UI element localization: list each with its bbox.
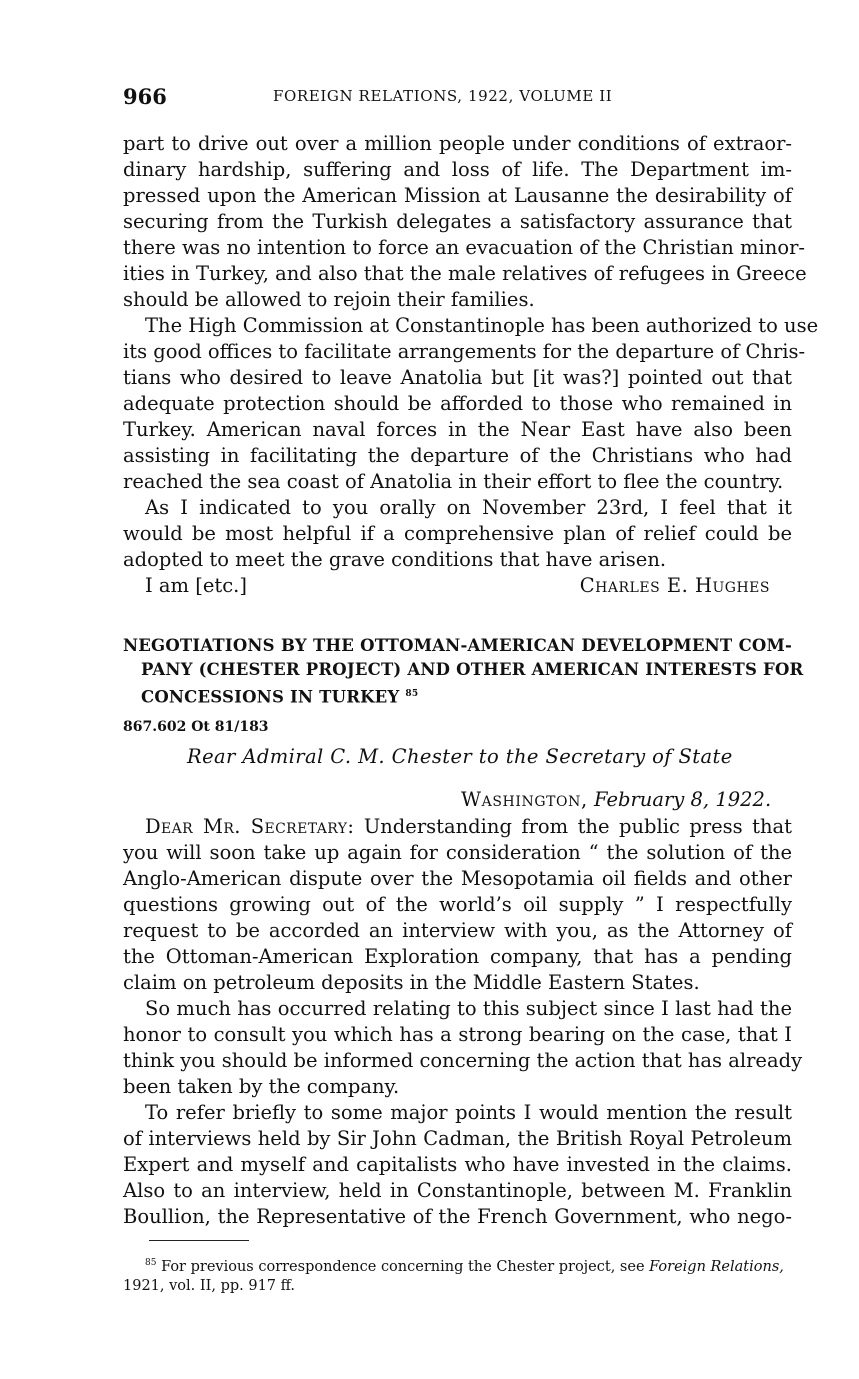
text-line: Expert and myself and capitalists who have invested in the claims. <box>123 1153 792 1176</box>
text-line: Turkey. American naval forces in the Near East have also been <box>123 418 792 441</box>
text-line: Anglo-American dispute over the Mesopotamia oil fields and other <box>123 867 792 890</box>
body-text <box>123 131 819 599</box>
text-line: of interviews held by Sir John Cadman, the British Royal Petroleum <box>123 1127 792 1150</box>
text-line: To refer briefly to some major points I would mention the result <box>145 1101 792 1124</box>
text-line: think you should be informed concerning the action that has already <box>123 1049 803 1072</box>
text-line: Boullion, the Representative of the French Government, who nego- <box>123 1205 792 1228</box>
page-number: 966 <box>123 84 167 109</box>
text-line: would be most helpful if a comprehensive plan of relief could be <box>123 522 792 545</box>
heading-line-last <box>123 682 792 706</box>
text-line: reached the sea coast of Anatolia in their effort to flee the country. <box>123 470 784 493</box>
heading-line: NEGOTIATIONS BY THE OTTOMAN-AMERICAN DEVELOPMENT COM- <box>123 636 792 655</box>
text-line: should be allowed to rejoin their families. <box>123 288 535 311</box>
text-line: Also to an interview, held in Constantinople, between M. Franklin <box>123 1179 792 1202</box>
page-header <box>123 84 792 114</box>
text-line: The High Commission at Constantinople has been authorized to use <box>145 314 819 337</box>
text-line: claim on petroleum deposits in the Middle Eastern States. <box>123 971 700 994</box>
section-heading <box>123 634 804 707</box>
salutation: Dear Mr. Secretary: <box>145 815 355 838</box>
text-line: questions growing out of the world’s oil supply ” I respectfully <box>123 893 792 916</box>
footnote-text-after: 1921, vol. II, pp. 917 ff. <box>123 1277 296 1294</box>
footnote-marker: 85 <box>145 1258 157 1268</box>
text-line: part to drive out over a million people under conditions of extraor- <box>123 132 792 155</box>
text-line: dinary hardship, suffering and loss of life. The Department im- <box>123 158 792 181</box>
text-line: honor to consult you which has a strong bearing on the case, that I <box>123 1023 792 1046</box>
heading-line-text: CONCESSIONS IN TURKEY <box>141 687 400 707</box>
footnote-ref[interactable]: 85 <box>405 689 419 699</box>
closing: I am [etc.] <box>145 574 247 597</box>
footnote <box>123 1254 792 1296</box>
heading-line: PANY (CHESTER PROJECT) AND OTHER AMERICAN INTERESTS FOR <box>141 660 804 679</box>
text-line <box>123 814 792 840</box>
text-line: So much has occurred relating to this subject since I last had the <box>145 997 792 1020</box>
text-line: you will soon take up again for consideration “ the solution of the <box>123 841 792 864</box>
salutation-rest: Understanding from the public press that <box>363 815 792 838</box>
signature: Charles E. Hughes <box>579 574 770 597</box>
footnote-divider <box>149 1240 249 1241</box>
text-line: been taken by the company. <box>123 1075 400 1098</box>
dateline <box>461 788 771 811</box>
text-line: the Ottoman-American Exploration company, that has a pending <box>123 945 792 968</box>
footnote-citation: Foreign Relations, <box>649 1258 784 1275</box>
text-line: its good offices to facilitate arrangements for the departure of Chris- <box>123 340 806 363</box>
text-line: securing from the Turkish delegates a satisfactory assurance that <box>123 210 792 233</box>
text-line: tians who desired to leave Anatolia but [it was?] pointed out that <box>123 366 792 389</box>
text-line: adequate protection should be afforded to those who remained in <box>123 392 792 415</box>
text-line: there was no intention to force an evacuation of the Christian minor- <box>123 236 805 259</box>
text-line: ities in Turkey, and also that the male relatives of refugees in Greece <box>123 262 807 285</box>
letter-body <box>123 814 803 1230</box>
dateline-place: Washington, <box>461 788 588 811</box>
text-line: adopted to meet the grave conditions that have arisen. <box>123 548 667 571</box>
footnote-text-wrap <box>123 1259 784 1294</box>
footnote-text: For previous correspondence concerning the Chester project, see <box>161 1258 645 1275</box>
document-title: Rear Admiral C. M. Chester to the Secretary of State <box>187 745 733 768</box>
dateline-date: February 8, 1922. <box>593 788 772 811</box>
text-line: request to be accorded an interview with you, as the Attorney of <box>123 919 792 942</box>
file-number: 867.602 Ot 81/183 <box>123 719 269 735</box>
text-line: pressed upon the American Mission at Lausanne the desirability of <box>123 184 792 207</box>
text-line: As I indicated to you orally on November 23rd, I feel that it <box>145 496 792 519</box>
text-line: assisting in facilitating the departure of the Christians who had <box>123 444 792 467</box>
sign-off <box>123 573 792 599</box>
running-head: FOREIGN RELATIONS, 1922, VOLUME II <box>273 87 613 105</box>
